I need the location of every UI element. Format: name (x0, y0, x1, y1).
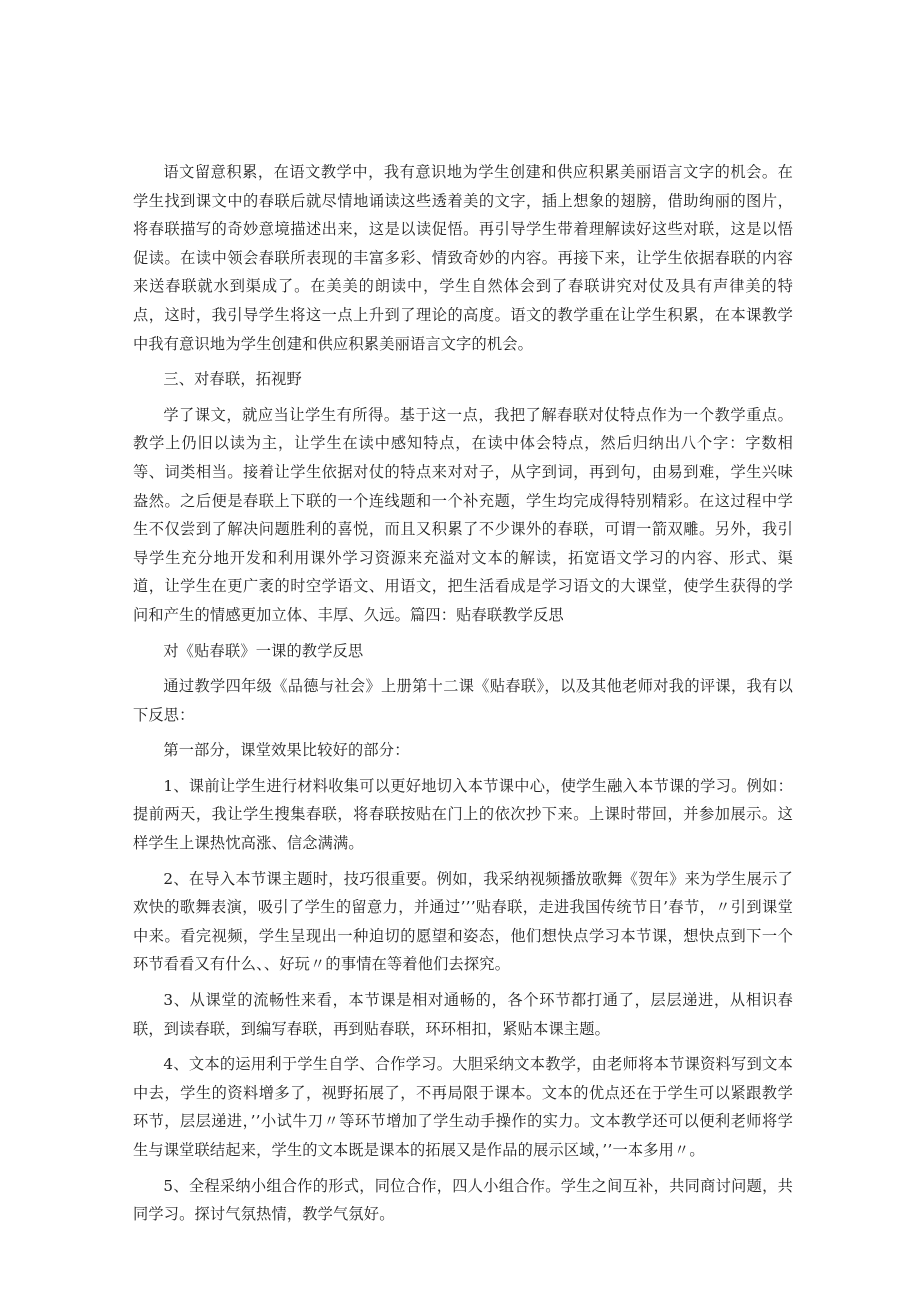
paragraph-intro: 通过教学四年级《品德与社会》上册第十二课《贴春联》，以及其他老师对我的评课，我有以下反思： (133, 677, 793, 724)
list-item-4: 4、文本的运用利于学生自学、合作学习。大胆采纳文本教学，由老师将本节课资料写到文本中去，学生的资料增多了，视野拓展了，不再局限于课本。文本的优点还在于学生可以紧跟教学环节，层层递进，’’小试牛刀〃等环节增加了学生动手操作的实力。文本教学还可以便利老师将学生与课堂联结起来，学生的文本既是课本的拓展又是作品的展示区域，’’一本多用〃。 (133, 1055, 793, 1159)
list-item-1: 1、课前让学生进行材料收集可以更好地切入本节课中心，使学生融入本节课的学习。例如：提前两天，我让学生搜集春联，将春联按贴在门上的依次抄下来。上课时带回，并参加展示。这样学生上课热忱高涨、信念满满。 (133, 776, 793, 853)
document-body (133, 158, 793, 1236)
list-item-2: 2、在导入本节课主题时，技巧很重要。例如，我采纳视频播放歌舞《贺年》来为学生展示了欢快的歌舞表演，吸引了学生的留意力，并通过’’’贴春联，走进我国传统节日’春节，〃引到课堂中来。看完视频，学生呈现出一种迫切的愿望和姿态，他们想快点学习本节课，想快点到下一个环节看看又有什么、、好玩〃的事情在等着他们去探究。 (133, 869, 793, 974)
list-item-3: 3、从课堂的流畅性来看，本节课是相对通畅的，各个环节都打通了，层层递进，从相识春联，到读春联，到编写春联，再到贴春联，环环相扣，紧贴本课主题。 (133, 991, 793, 1038)
paragraph-accumulation: 语文留意积累，在语文教学中，我有意识地为学生创建和供应积累美丽语言文字的机会。在学生找到课文中的春联后就尽情地诵读这些透着美的文字，插上想象的翅膀，借助绚丽的图片，将春联描写的奇妙意境描述出来，这是以读促悟。再引导学生带着理解读好这些对联，这是以悟促读。在读中领会春联所表现的丰富多彩、情致奇妙的内容。再接下来，让学生依据春联的内容来送春联就水到渠成了。在美美的朗读中，学生自然体会到了春联讲究对仗及具有声律美的特点，这时，我引导学生将这一点上升到了理论的高度。语文的教学重在让学生积累，在本课教学中我有意识地为学生创建和供应积累美丽语言文字的机会。 (133, 163, 793, 353)
paragraph-antithesis: 学了课文，就应当让学生有所得。基于这一点，我把了解春联对仗特点作为一个教学重点。教学上仍旧以读为主，让学生在读中感知特点，在读中体会特点，然后归纳出八个字：字数相等、词类相当。接着让学生依据对仗的特点来对对子，从字到词，再到句，由易到难，学生兴味盎然。之后便是春联上下联的一个连线题和一个补充题，学生均完成得特别精彩。在这过程中学生不仅尝到了解决问题胜利的喜悦，而且又积累了不少课外的春联，可谓一箭双雕。另外，我引导学生充分地开发和利用课外学习资源来充溢对文本的解读，拓宽语文学习的内容、形式、渠道，让学生在更广袤的时空学语文、用语文，把生活看成是学习语文的大课堂，使学生获得的学问和产生的情感更加立体、丰厚、久远。篇四：贴春联教学反思 (133, 405, 793, 624)
list-item-5: 5、全程采纳小组合作的形式，同位合作，四人小组合作。学生之间互补，共同商讨问题，共同学习。探讨气氛热情，教学气氛好。 (133, 1176, 793, 1224)
section-heading-reflection: 对《贴春联》一课的教学反思 (163, 641, 364, 660)
paragraph-part-one: 第一部分，课堂效果比较好的部分： (163, 741, 410, 760)
section-heading-couplets: 三、对春联，拓视野 (163, 370, 302, 389)
